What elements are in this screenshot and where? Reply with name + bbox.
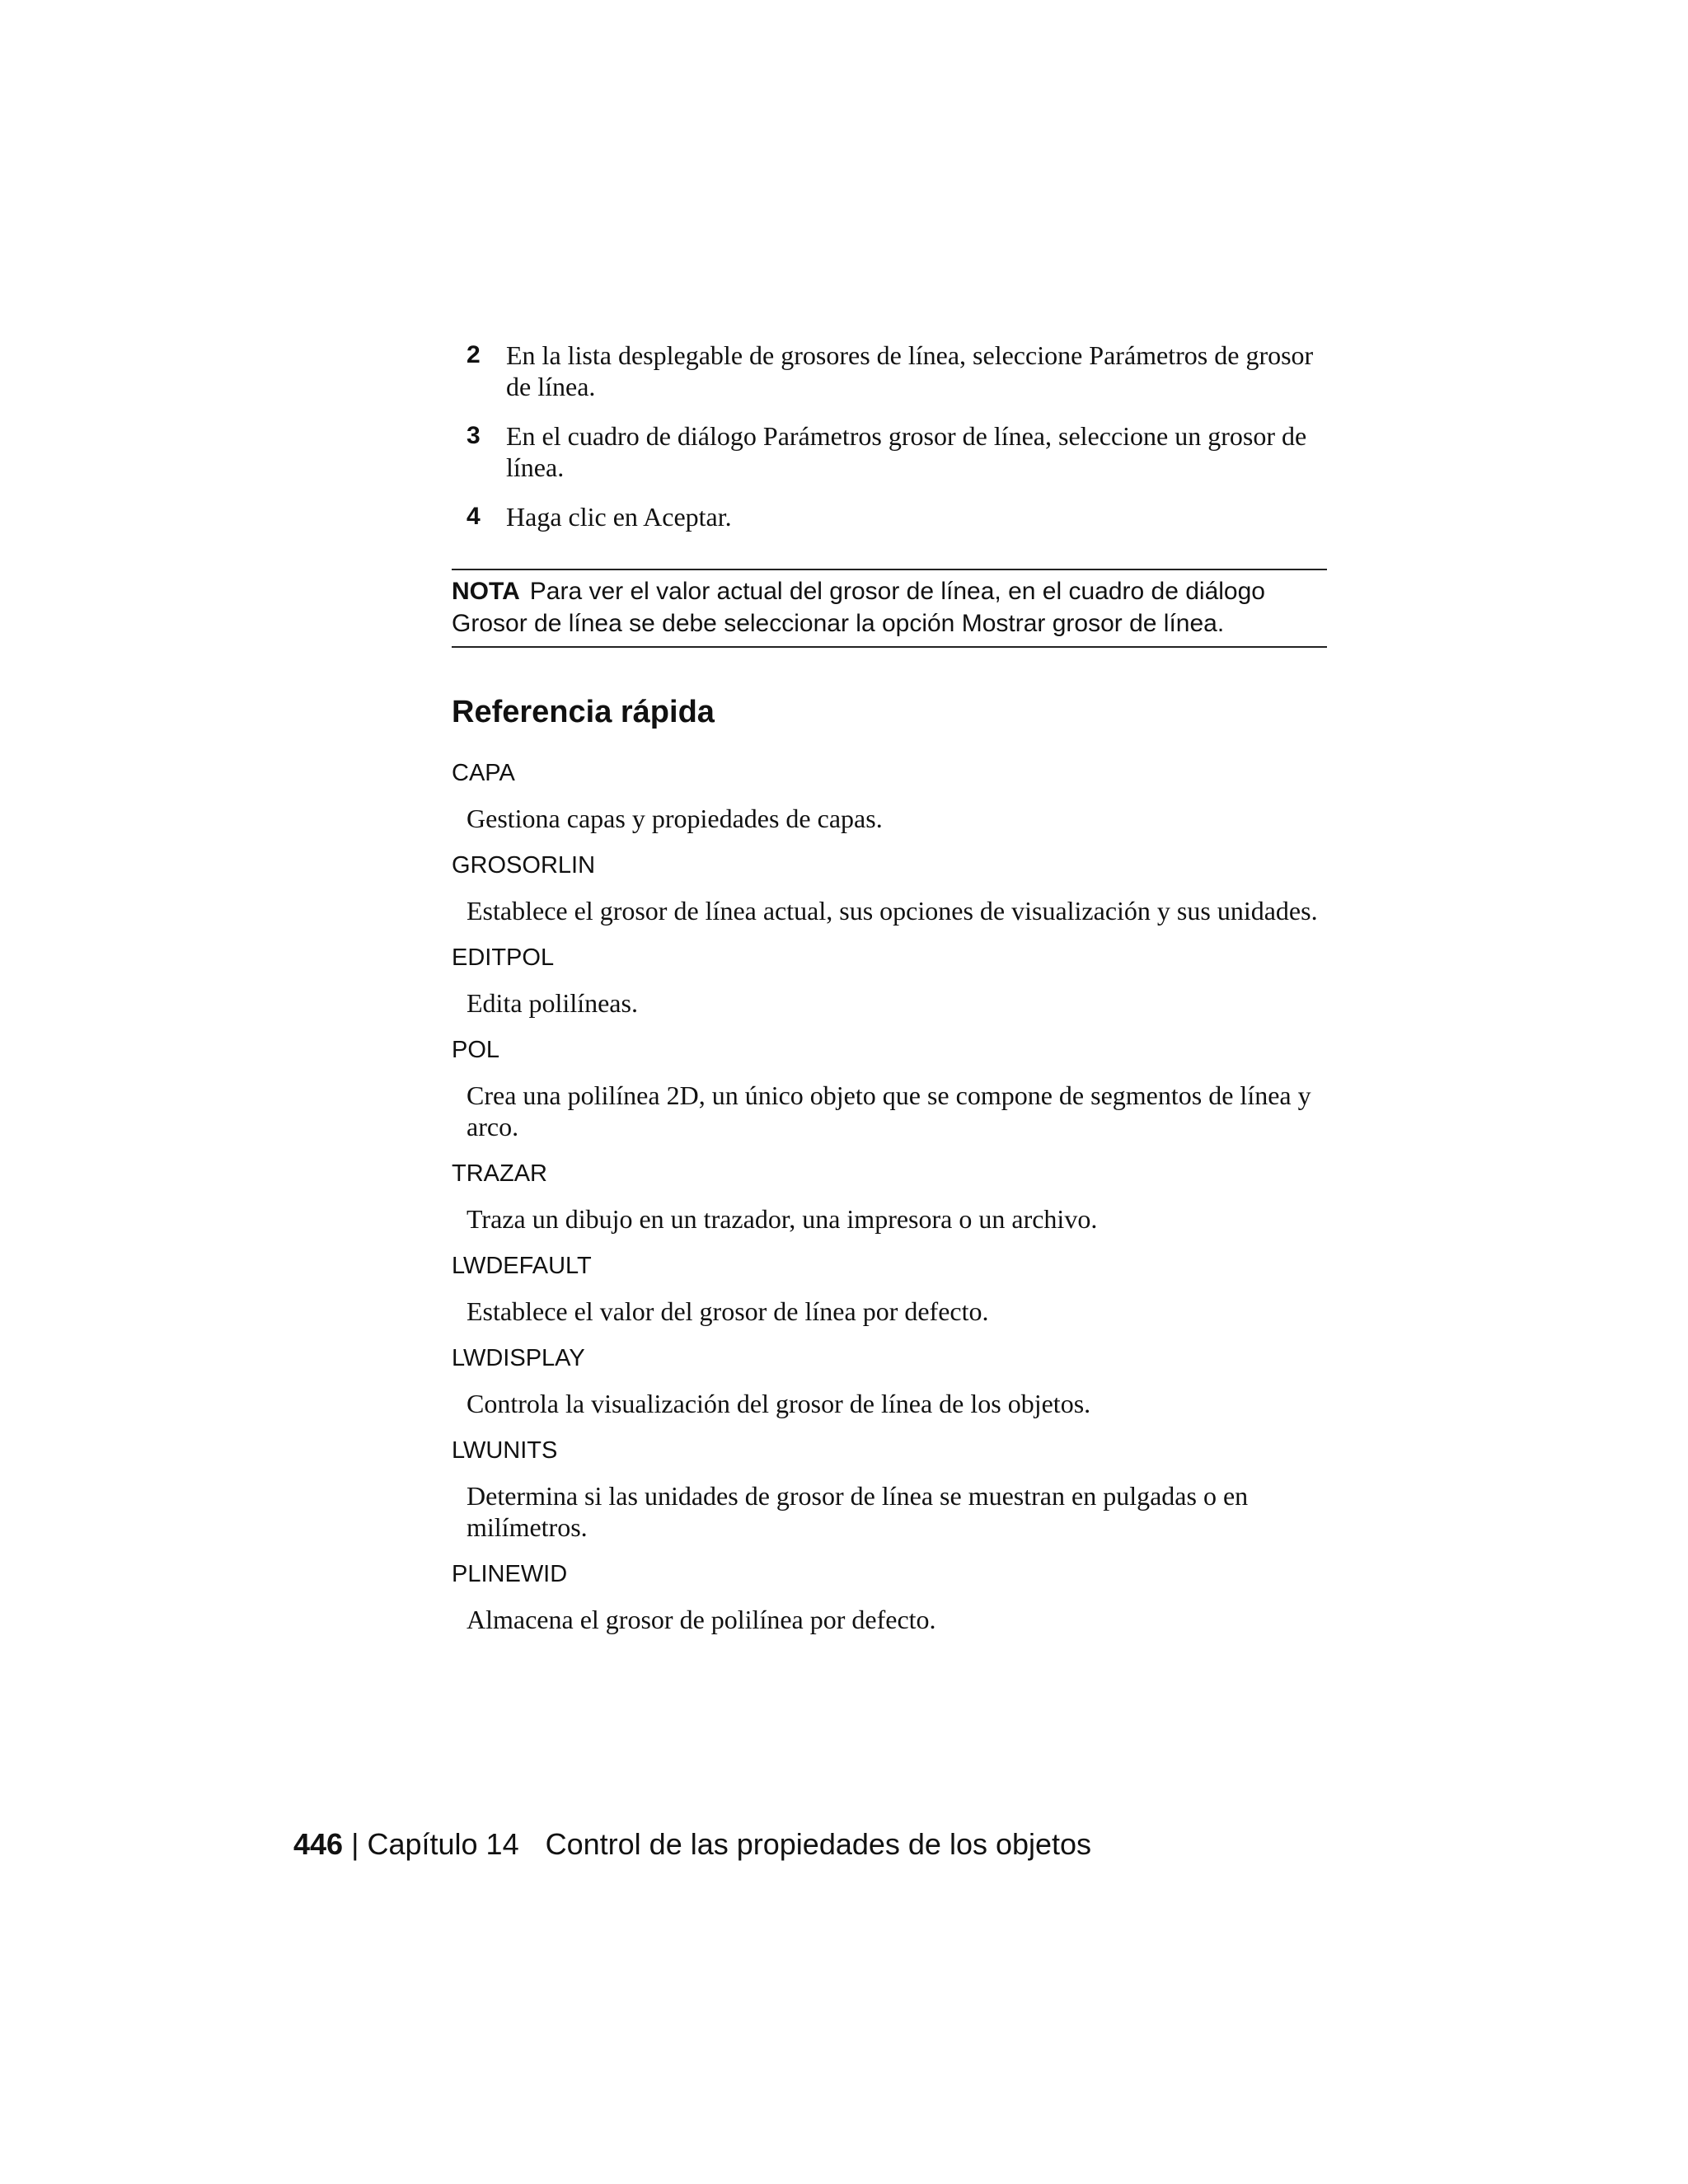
ref-term: LWUNITS (452, 1437, 558, 1464)
ref-description: Traza un dibujo en un trazador, una impresora o un archivo. (467, 1204, 1098, 1234)
ref-term: LWDEFAULT (452, 1253, 592, 1279)
ref-term: LWDISPLAY (452, 1345, 585, 1371)
section-title: Referencia rápida (452, 695, 715, 729)
page-content (452, 340, 1327, 1652)
chapter-title: Control de las propiedades de los objetos (545, 1827, 1092, 1861)
step-number: 3 (467, 422, 481, 449)
step-text: Haga clic en Aceptar. (506, 502, 732, 532)
ref-term: TRAZAR (452, 1160, 547, 1187)
ref-term: CAPA (452, 760, 515, 786)
ref-description: Crea una polilínea 2D, un único objeto que se compone de segmentos de línea y arco. (467, 1080, 1311, 1141)
ref-term: EDITPOL (452, 944, 555, 971)
ref-description: Controla la visualización del grosor de línea de los objetos. (467, 1389, 1091, 1418)
footer-separator: | (351, 1827, 359, 1861)
ref-description: Edita polilíneas. (467, 988, 638, 1018)
step-text: En la lista desplegable de grosores de línea, seleccione Parámetros de grosor de línea. (506, 340, 1314, 401)
page-footer (293, 1826, 1091, 1863)
chapter-label: Capítulo 14 (367, 1827, 519, 1861)
step-number: 2 (467, 341, 481, 368)
note-text: Para ver el valor actual del grosor de línea, en el cuadro de diálogo Grosor de línea se debe seleccionar la opción Mostrar grosor de línea. (452, 578, 1265, 637)
ref-term: PLINEWID (452, 1561, 568, 1587)
ref-description: Establece el grosor de línea actual, sus opciones de visualización y sus unidades. (467, 896, 1318, 926)
note-label: NOTA (452, 578, 520, 605)
ref-term: GROSORLIN (452, 852, 596, 879)
step-item-4 (452, 501, 1327, 532)
ref-description: Almacena el grosor de polilínea por defecto. (467, 1605, 936, 1634)
step-item-2 (452, 340, 1327, 402)
step-number: 4 (467, 503, 481, 530)
step-text: En el cuadro de diálogo Parámetros grosor de línea, seleccione un grosor de línea. (506, 421, 1307, 482)
ref-description: Establece el valor del grosor de línea por defecto. (467, 1296, 989, 1326)
ref-description: Gestiona capas y propiedades de capas. (467, 804, 883, 833)
step-item-3 (452, 420, 1327, 483)
ref-term: POL (452, 1037, 500, 1063)
ref-description: Determina si las unidades de grosor de línea se muestran en pulgadas o en milímetros. (467, 1481, 1249, 1542)
page-number: 446 (293, 1827, 344, 1861)
note-box (452, 569, 1327, 648)
